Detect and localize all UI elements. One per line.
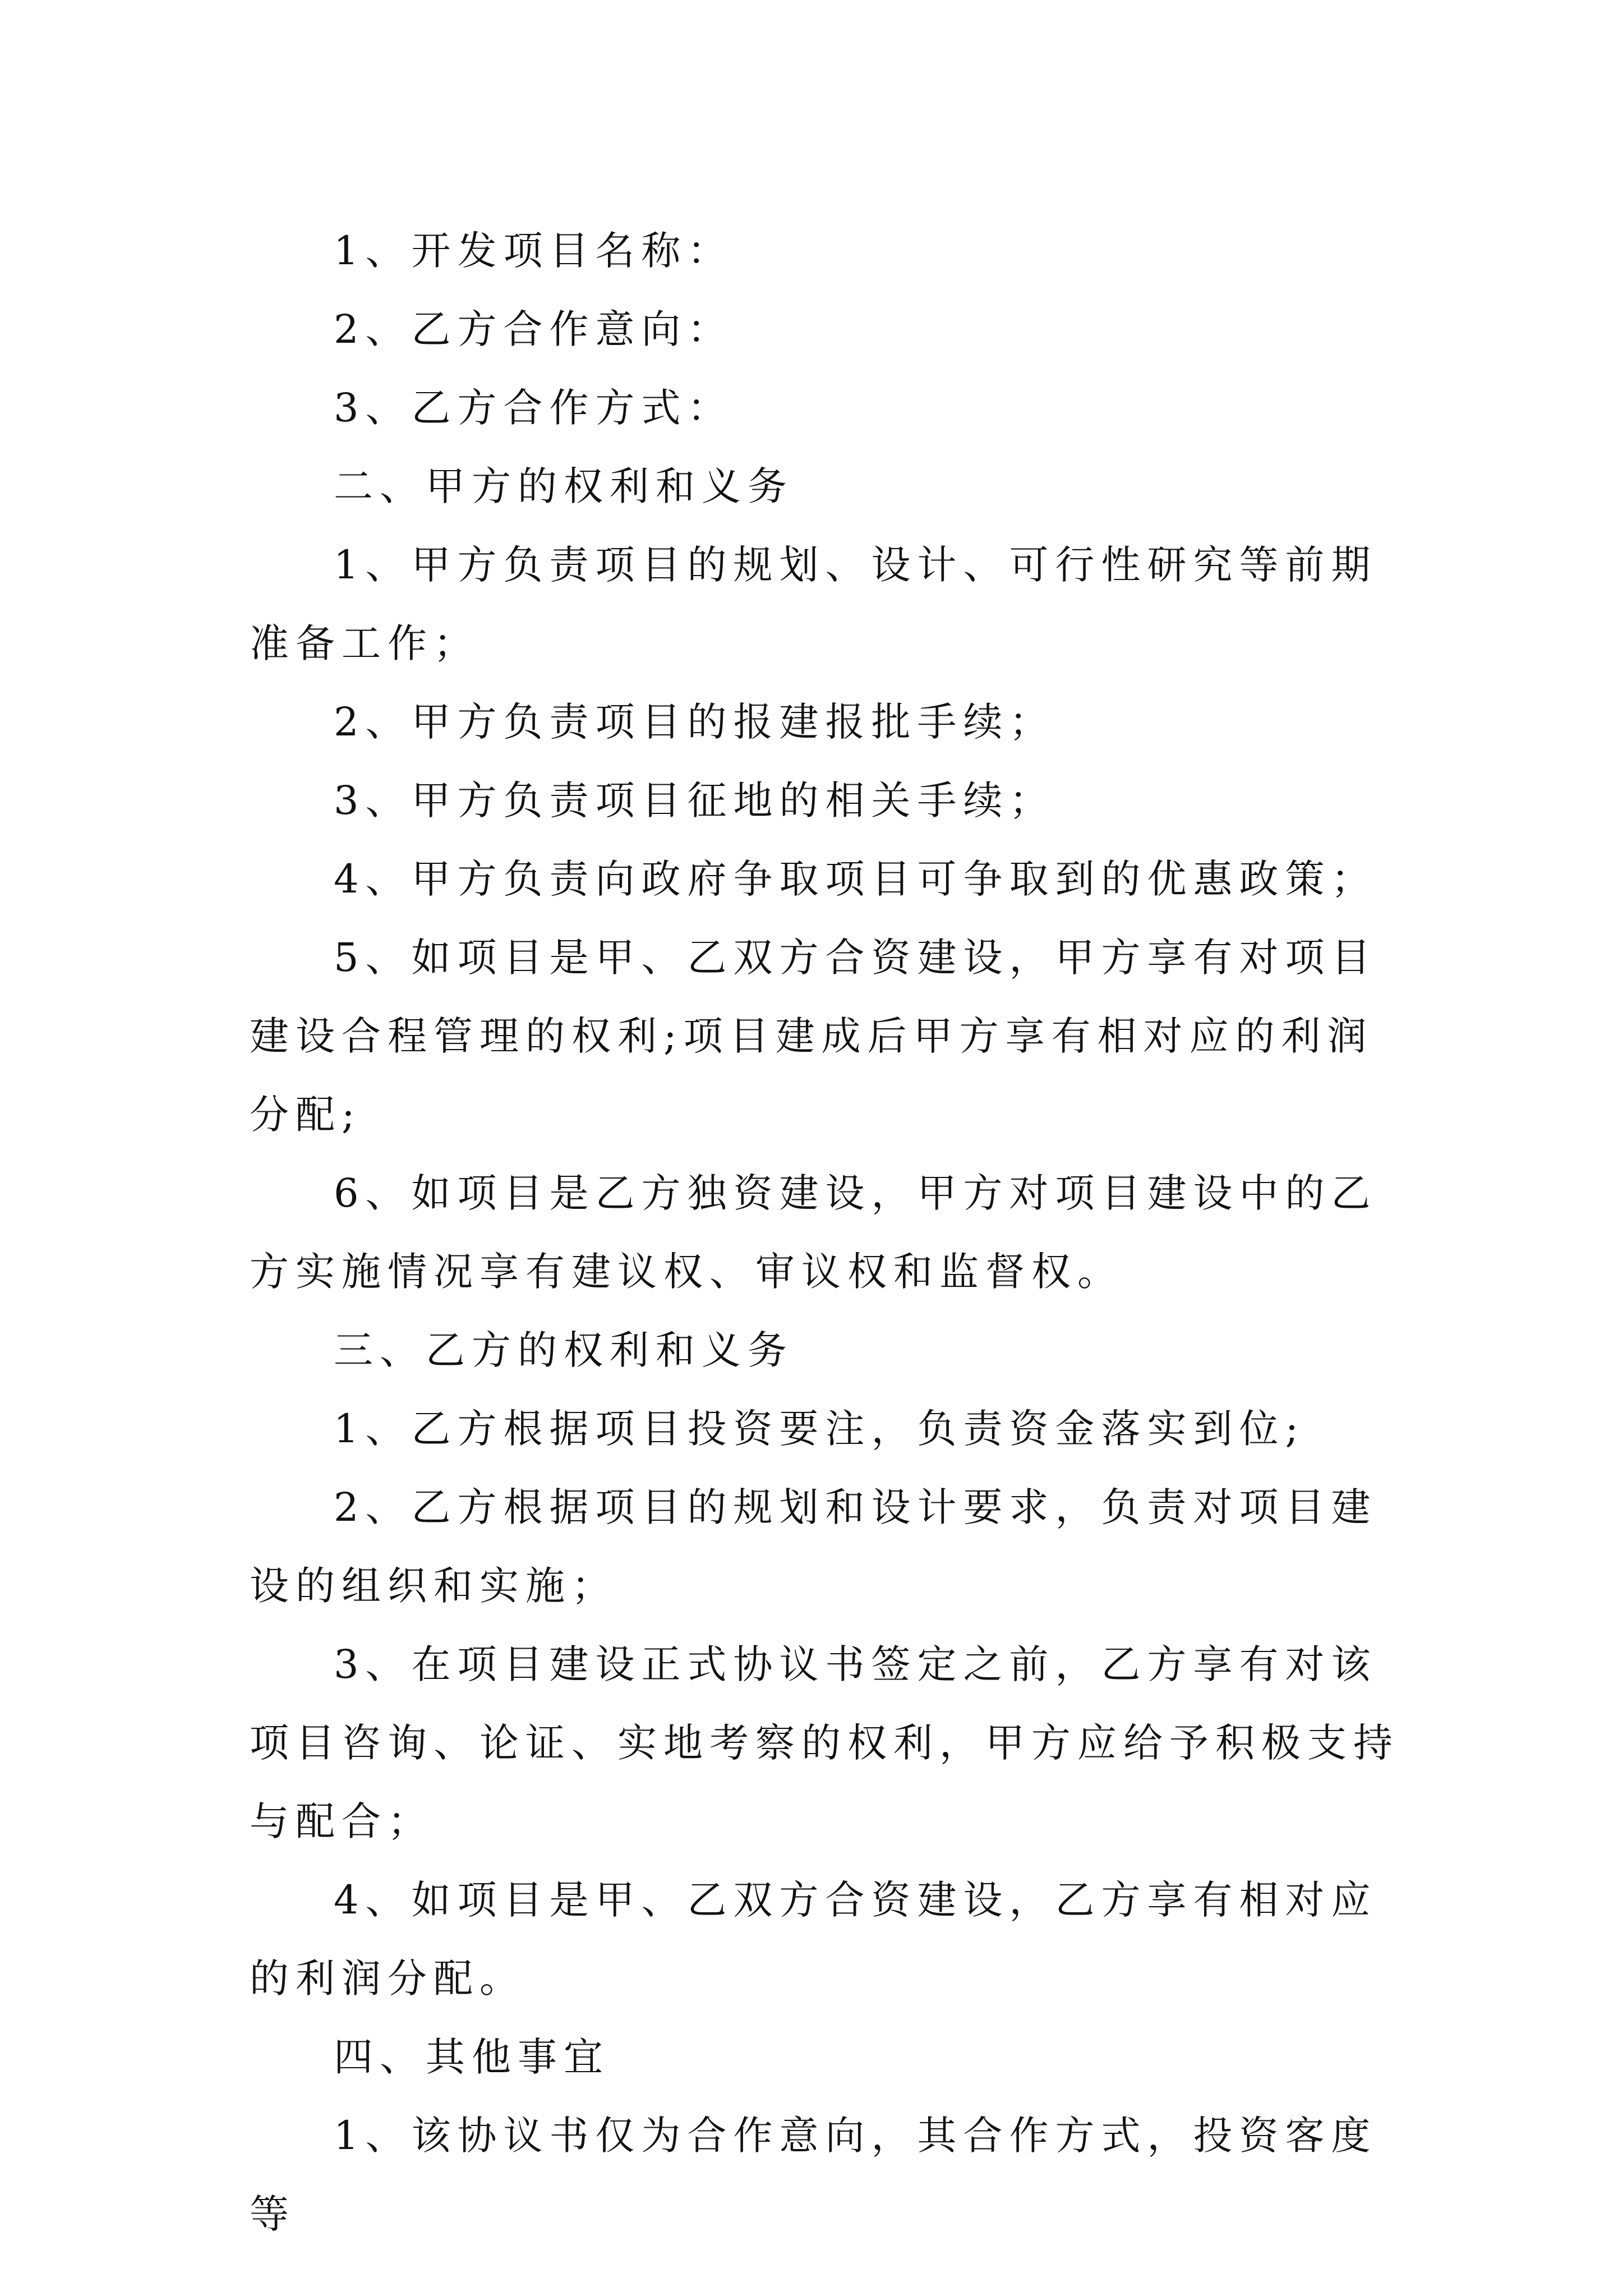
party-a-clause-2: 2、甲方负责项目的报建报批手续； — [334, 699, 1055, 745]
document-body — [250, 211, 1399, 2253]
party-a-clause-6: 6、如项目是乙方独资建设，甲方对项目建设中的乙方实施情况享有建议权、审议权和监督权。 — [250, 1170, 1377, 1295]
section-heading-other: 四、其他事宜 — [334, 2034, 610, 2080]
party-a-clause-3: 3、甲方负责项目征地的相关手续； — [334, 777, 1055, 823]
section-heading-party-a: 二、甲方的权利和义务 — [334, 463, 794, 509]
list-item-project-name: 1、开发项目名称： — [334, 228, 734, 274]
party-a-clause-5: 5、如项目是甲、乙双方合资建设，甲方享有对项目建设合程管理的权利;项目建成后甲方享有相对应的利润分配; — [250, 935, 1377, 1138]
party-b-clause-3: 3、在项目建设正式协议书签定之前，乙方享有对该项目咨询、论证、实地考察的权利，甲方应给予积极支持与配合； — [250, 1641, 1399, 1844]
party-b-clause-2: 2、乙方根据项目的规划和设计要求，负责对项目建设的组织和实施； — [250, 1484, 1377, 1609]
party-b-clause-4: 4、如项目是甲、乙双方合资建设，乙方享有相对应的利润分配。 — [250, 1877, 1377, 2001]
party-a-clause-1: 1、甲方负责项目的规划、设计、可行性研究等前期准备工作； — [250, 542, 1377, 666]
party-a-clause-4: 4、甲方负责向政府争取项目可争取到的优惠政策； — [334, 856, 1377, 902]
section-heading-party-b: 三、乙方的权利和义务 — [334, 1327, 794, 1373]
party-b-clause-1: 1、乙方根据项目投资要注，负责资金落实到位; — [334, 1406, 1306, 1452]
other-clause-1: 1、该协议书仅为合作意向，其合作方式，投资客度等 — [250, 2113, 1377, 2237]
list-item-cooperation-method: 3、乙方合作方式： — [334, 385, 734, 431]
list-item-cooperation-intent: 2、乙方合作意向： — [334, 306, 734, 352]
